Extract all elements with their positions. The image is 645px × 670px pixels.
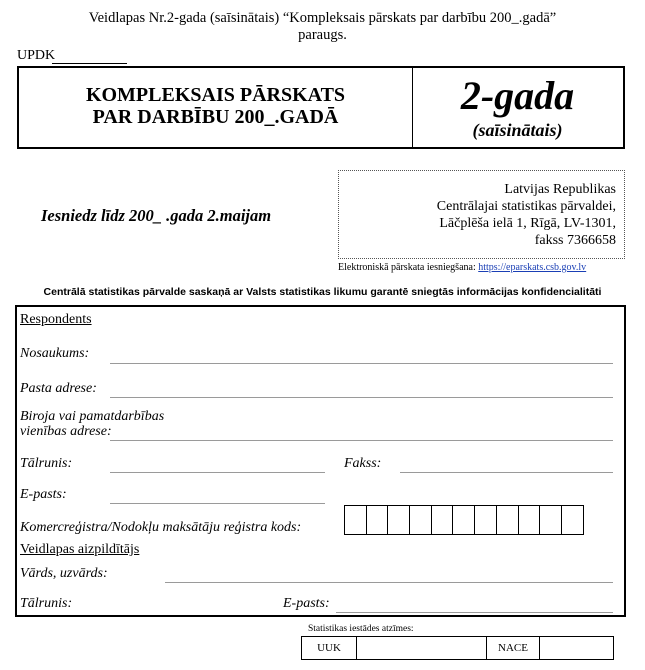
address-line: Centrālajai statistikas pārvaldei, [436, 199, 616, 214]
office-address-label [20, 409, 164, 439]
code-cell[interactable] [344, 505, 367, 535]
code-cell[interactable] [366, 505, 389, 535]
phone-field[interactable] [110, 472, 325, 473]
title-box [17, 66, 625, 149]
uuk-label: UUK [302, 637, 357, 659]
code-cell[interactable] [496, 505, 519, 535]
updk-line [52, 63, 127, 64]
code-cell[interactable] [409, 505, 432, 535]
code-cell[interactable] [561, 505, 584, 535]
address-line: Lāčplēša ielā 1, Rīgā, LV-1301, [439, 216, 616, 231]
office-use-caption: Statistikas iestādes atzīmes: [308, 624, 414, 634]
recipient-address-box [338, 170, 625, 259]
code-cell[interactable] [431, 505, 454, 535]
filler-section-title: Veidlapas aizpildītājs [20, 542, 140, 557]
filler-name-field[interactable] [165, 582, 613, 583]
code-cell[interactable] [518, 505, 541, 535]
code-cell[interactable] [474, 505, 497, 535]
address-line: Latvijas Republikas [504, 182, 616, 197]
fax-field[interactable] [400, 472, 613, 473]
registration-code-label: Komercreģistra/Nodokļu maksātāju reģistra kods: [20, 520, 302, 535]
postal-address-label: Pasta adrese: [20, 381, 97, 396]
confidentiality-note: Centrālā statistikas pārvalde saskaņā ar Valsts statistikas likumu garantē sniegtās informācijas konfidencialitāti [43, 286, 602, 298]
code-cell[interactable] [539, 505, 562, 535]
filler-email-field[interactable] [336, 612, 613, 613]
fax-label: Fakss: [344, 456, 382, 471]
address-line: fakss 7366658 [534, 233, 616, 248]
report-title [19, 84, 412, 128]
office-address-label-line-2: vienības adrese: [20, 424, 112, 439]
filler-name-label: Vārds, uzvārds: [20, 566, 108, 581]
nace-label: NACE [487, 637, 540, 659]
name-label: Nosaukums: [20, 346, 90, 361]
report-title-line-2: PAR DARBĪBU 200_.GADĀ [92, 106, 339, 128]
code-cell[interactable] [452, 505, 475, 535]
office-address-field[interactable] [110, 440, 613, 441]
respondent-section-title: Respondents [20, 312, 92, 327]
phone-label: Tālrunis: [20, 456, 73, 471]
office-use-box [301, 636, 614, 660]
updk-label: UPDK [17, 48, 56, 63]
caption-line-1: Veidlapas Nr.2-gada (saīsinātais) “Kompleksais pārskats par darbību 200_.gadā” [88, 10, 557, 26]
deadline-text: Iesniedz līdz 200_ .gada 2.maijam [41, 206, 272, 225]
uuk-field[interactable] [357, 637, 487, 659]
report-title-line-1: KOMPLEKSAIS PĀRSKATS [85, 84, 346, 106]
registration-code-cells[interactable] [345, 505, 584, 535]
form-variant: (saīsinātais) [472, 120, 563, 140]
efile-label: Elektroniskā pārskata iesniegšana: [338, 262, 476, 273]
filler-phone-label: Tālrunis: [20, 596, 73, 611]
efile-link[interactable]: https://eparskats.csb.gov.lv [478, 262, 587, 273]
email-field[interactable] [110, 503, 325, 504]
form-caption [0, 10, 645, 44]
email-label: E-pasts: [20, 487, 67, 502]
office-address-label-line-1: Biroja vai pamatdarbības [20, 409, 165, 424]
recipient-address [437, 181, 616, 249]
caption-line-2: paraugs. [298, 27, 347, 43]
name-field[interactable] [110, 363, 613, 364]
postal-address-field[interactable] [110, 397, 613, 398]
efile-note [338, 262, 586, 273]
form-code: 2-gada [460, 73, 575, 118]
filler-email-label: E-pasts: [283, 596, 330, 611]
code-cell[interactable] [387, 505, 410, 535]
nace-field[interactable] [540, 637, 613, 659]
